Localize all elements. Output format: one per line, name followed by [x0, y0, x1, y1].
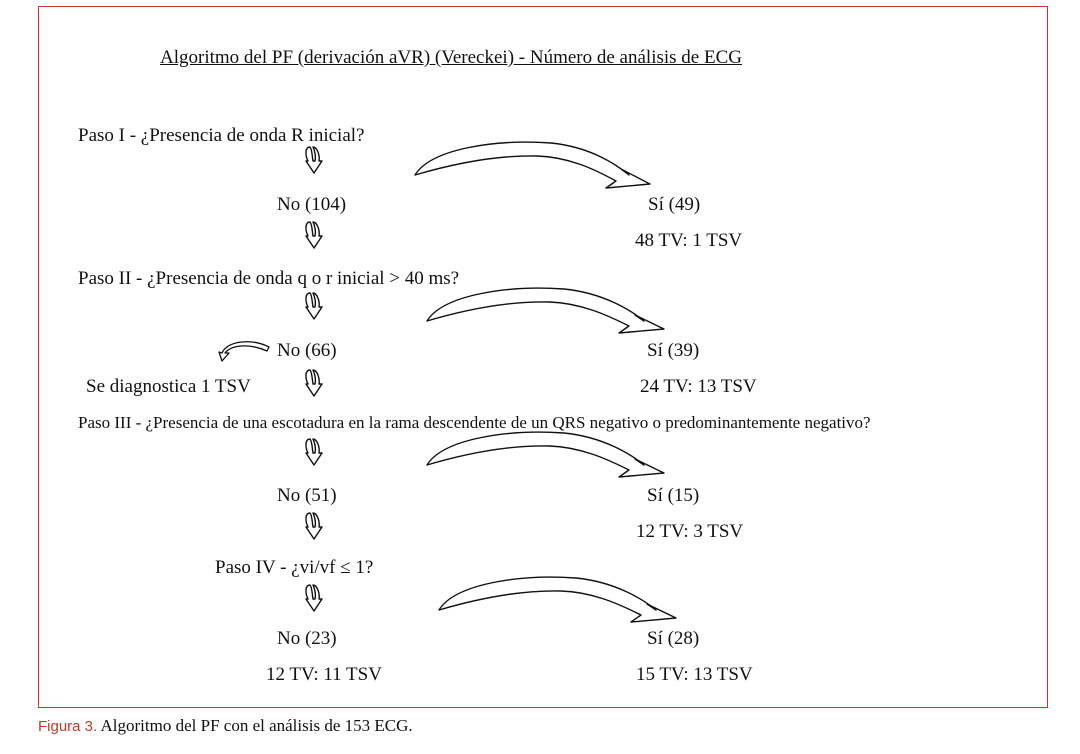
step-3-question: Paso III - ¿Presencia de una escotadura en la rama descendente de un QRS negativo o predominantemente negativo? [78, 413, 871, 432]
step-2-si-result: 24 TV: 13 TSV [640, 376, 757, 397]
step-4-question: Paso IV - ¿vi/vf ≤ 1? [215, 557, 374, 578]
down-arrow-6 [306, 513, 322, 539]
step-2-side-note: Se diagnostica 1 TSV [86, 376, 251, 397]
down-arrow-4 [306, 370, 322, 396]
step-1-question: Paso I - ¿Presencia de onda R inicial? [78, 125, 365, 146]
caption-text: Algoritmo del PF con el análisis de 153 ECG. [97, 716, 413, 735]
step-3-no: No (51) [277, 485, 337, 506]
down-arrow-2 [306, 222, 322, 248]
step-1-no: No (104) [277, 194, 347, 215]
down-arrow-3 [306, 293, 322, 319]
down-arrow-5 [306, 439, 322, 465]
step-3-si-result: 12 TV: 3 TSV [636, 521, 744, 542]
down-arrow-7 [306, 585, 322, 611]
flow-arrows [39, 7, 1047, 707]
curved-arrow-2 [427, 288, 664, 333]
down-arrow-1 [306, 147, 322, 173]
step-1-si: Sí (49) [648, 194, 701, 215]
step-4-no-result: 12 TV: 11 TSV [266, 664, 382, 685]
step-2-si: Sí (39) [647, 340, 700, 361]
diagram-title: Algoritmo del PF (derivación aVR) (Vereckei) - Número de análisis de ECG [160, 47, 742, 68]
step-4-no: No (23) [277, 628, 337, 649]
step-3-si: Sí (15) [647, 485, 700, 506]
step-4-si-result: 15 TV: 13 TSV [636, 664, 753, 685]
step-2-question: Paso II - ¿Presencia de onda q o r inicial > 40 ms? [78, 268, 460, 289]
curved-arrow-1 [415, 142, 650, 188]
curved-arrow-3 [427, 432, 664, 477]
figure-caption [38, 716, 413, 736]
figure-frame [38, 6, 1048, 708]
step-2-no: No (66) [277, 340, 337, 361]
step-4-si: Sí (28) [647, 628, 700, 649]
side-curved-arrow [219, 342, 269, 361]
step-1-si-result: 48 TV: 1 TSV [635, 230, 743, 251]
caption-label: Figura 3. [38, 718, 98, 735]
curved-arrow-4 [439, 577, 676, 622]
